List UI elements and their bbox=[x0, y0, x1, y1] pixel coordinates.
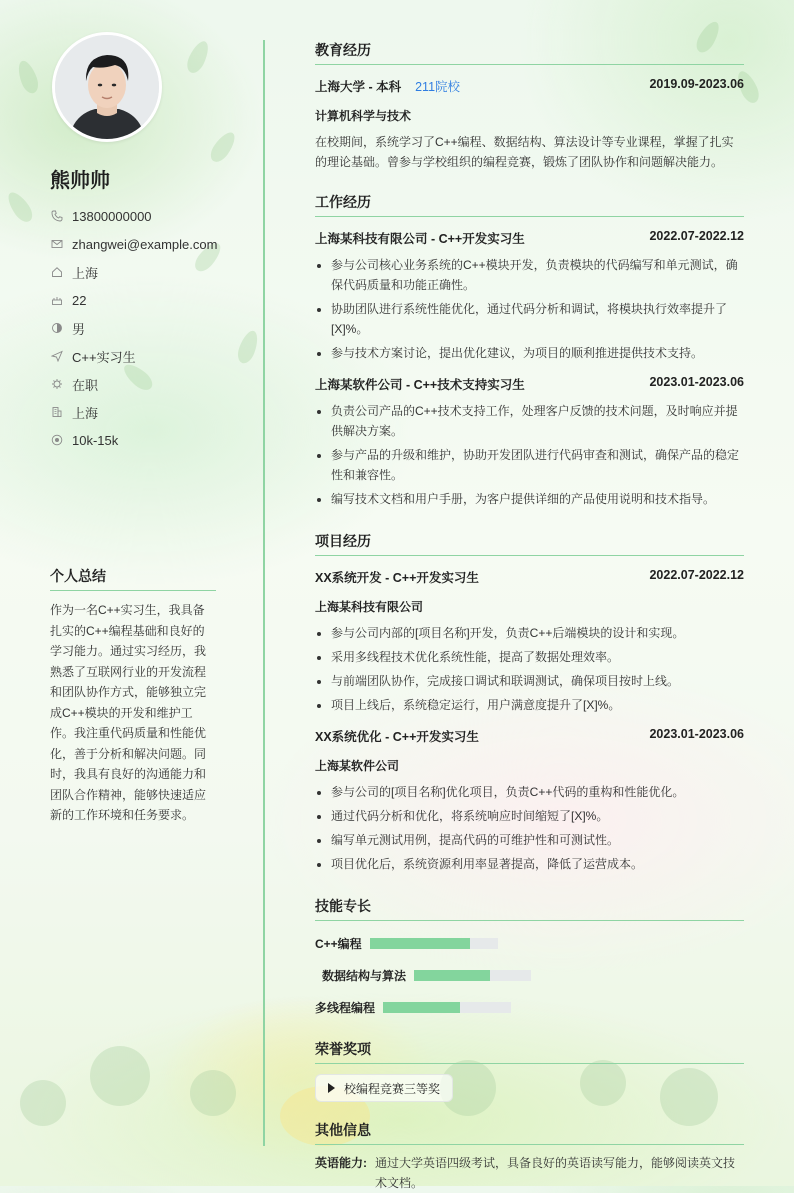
other-text: 通过大学英语四级考试，具备良好的英语读写能力，能够阅读英文技术文档。 bbox=[375, 1156, 736, 1190]
project-org: 上海某软件公司 bbox=[315, 759, 400, 773]
main-content bbox=[315, 40, 744, 1193]
skill-name: C++编程 bbox=[315, 936, 362, 951]
contact-age bbox=[50, 286, 260, 314]
work-period: 2023.01-2023.06 bbox=[649, 375, 744, 389]
skill-bar-fill bbox=[383, 1002, 460, 1013]
contact-salary bbox=[50, 426, 260, 454]
contact-status-value: 在职 bbox=[72, 377, 99, 393]
building-icon bbox=[50, 405, 64, 419]
skill-item bbox=[315, 927, 529, 959]
phone-icon bbox=[50, 209, 64, 223]
honor-item[interactable] bbox=[315, 1074, 453, 1102]
work-bullet: • 参与产品的升级和维护，协助开发团队进行代码审查和测试，确保产品的稳定性和兼容性。 bbox=[331, 445, 744, 485]
contact-email bbox=[50, 230, 260, 258]
contact-gender-value: 男 bbox=[72, 321, 86, 337]
skill-bar-fill bbox=[370, 938, 470, 949]
summary-title: 个人总结 bbox=[50, 566, 216, 591]
education-school: 上海大学 - 本科 bbox=[315, 80, 402, 94]
contact-gender bbox=[50, 314, 260, 342]
project-org: 上海某科技有限公司 bbox=[315, 600, 424, 614]
work-bullet: • 协助团队进行系统性能优化，通过代码分析和调试，将模块执行效率提升了[X]%。 bbox=[331, 299, 744, 339]
contact-salary-value: 10k-15k bbox=[72, 432, 119, 448]
age-icon bbox=[50, 293, 64, 307]
contact-email-value: zhangwei@example.com bbox=[72, 236, 218, 252]
skills-list bbox=[315, 927, 744, 1023]
work-company: 上海某软件公司 - C++技术支持实习生 bbox=[315, 378, 525, 392]
contact-phone-value: 13800000000 bbox=[72, 208, 152, 224]
honors-section bbox=[315, 1039, 744, 1102]
education-tag: 211院校 bbox=[415, 80, 461, 94]
work-item bbox=[315, 229, 744, 363]
project-bullet: • 参与公司的[项目名称]优化项目，负责C++代码的重构和性能优化。 bbox=[331, 782, 744, 802]
contact-age-value: 22 bbox=[72, 292, 87, 308]
status-icon bbox=[50, 377, 64, 391]
contact-city bbox=[50, 398, 260, 426]
contact-status bbox=[50, 370, 260, 398]
education-head bbox=[315, 77, 744, 95]
skill-item bbox=[322, 959, 536, 991]
project-bullet: • 参与公司内部的[项目名称]开发，负责C++后端模块的设计和实现。 bbox=[331, 623, 744, 643]
work-bullet: • 编写技术文档和用户手册，为客户提供详细的产品使用说明和技术指导。 bbox=[331, 489, 744, 509]
gender-icon bbox=[50, 321, 64, 335]
skills-title: 技能专长 bbox=[315, 896, 744, 921]
work-bullet: • 参与公司核心业务系统的C++模块开发，负责模块的代码编写和单元测试，确保代码质量和功能正确性。 bbox=[331, 255, 744, 295]
project-bullet: • 项目上线后，系统稳定运行，用户满意度提升了[X]%。 bbox=[331, 695, 744, 715]
project-name: XX系统优化 - C++开发实习生 bbox=[315, 730, 479, 744]
contact-phone bbox=[50, 202, 260, 230]
project-item bbox=[315, 727, 744, 874]
work-bullet: • 参与技术方案讨论，提出优化建议，为项目的顺利推进提供技术支持。 bbox=[331, 343, 744, 363]
skill-item bbox=[315, 991, 529, 1023]
work-head bbox=[315, 375, 744, 393]
project-period: 2023.01-2023.06 bbox=[649, 727, 744, 741]
education-period: 2019.09-2023.06 bbox=[649, 77, 744, 91]
job-icon bbox=[50, 349, 64, 363]
education-title: 教育经历 bbox=[315, 40, 744, 65]
other-label: 英语能力: bbox=[315, 1156, 367, 1170]
project-bullet: • 编写单元测试用例，提高代码的可维护性和可测试性。 bbox=[331, 830, 744, 850]
education-major: 计算机科学与技术 bbox=[315, 109, 412, 123]
avatar-portrait-icon bbox=[55, 35, 159, 139]
skill-name: 多线程编程 bbox=[315, 1000, 376, 1015]
skills-section bbox=[315, 896, 744, 1023]
sidebar bbox=[0, 0, 264, 1186]
salary-icon bbox=[50, 433, 64, 447]
project-period: 2022.07-2022.12 bbox=[649, 568, 744, 582]
triangle-right-icon bbox=[328, 1083, 335, 1093]
honor-label: 校编程竞赛三等奖 bbox=[344, 1081, 441, 1096]
project-head bbox=[315, 727, 744, 745]
skill-bar-fill bbox=[414, 970, 490, 981]
contact-job-value: C++实习生 bbox=[72, 349, 136, 365]
other-title: 其他信息 bbox=[315, 1120, 744, 1145]
column-divider bbox=[263, 40, 265, 1146]
honors-title: 荣誉奖项 bbox=[315, 1039, 744, 1064]
other-section bbox=[315, 1120, 744, 1193]
work-period: 2022.07-2022.12 bbox=[649, 229, 744, 243]
work-head bbox=[315, 229, 744, 247]
project-bullets bbox=[315, 623, 744, 715]
project-bullet: • 与前端团队协作，完成接口调试和联调测试，确保项目按时上线。 bbox=[331, 671, 744, 691]
skill-bar bbox=[414, 970, 531, 981]
project-head bbox=[315, 568, 744, 586]
work-bullet: • 负责公司产品的C++技术支持工作，处理客户反馈的技术问题，及时响应并提供解决方案。 bbox=[331, 401, 744, 441]
summary-text: 作为一名C++实习生，我具备扎实的C++编程基础和良好的学习能力。通过实习经历，我熟悉了互联网行业的开发流程和团队协作方式，能够独立完成C++模块的开发和维护工作。我注重代码质量和性能优化，善于分析和解决问题。同时，我具有良好的沟通能力和团队合作精神，能够快速适应新的工作环境和任务要求。 bbox=[50, 603, 207, 822]
work-bullets bbox=[315, 401, 744, 509]
avatar bbox=[52, 32, 162, 142]
candidate-name: 熊帅帅 bbox=[50, 170, 110, 192]
work-item bbox=[315, 375, 744, 509]
work-title: 工作经历 bbox=[315, 192, 744, 217]
email-icon bbox=[50, 237, 64, 251]
project-name: XX系统开发 - C++开发实习生 bbox=[315, 571, 479, 585]
contact-job bbox=[50, 342, 260, 370]
education-desc: 在校期间，系统学习了C++编程、数据结构、算法设计等专业课程，掌握了扎实的理论基础。曾参与学校组织的编程竞赛，锻炼了团队协作和问题解决能力。 bbox=[315, 135, 734, 169]
skill-name: 数据结构与算法 bbox=[322, 968, 407, 983]
contact-home bbox=[50, 258, 260, 286]
project-bullets bbox=[315, 782, 744, 874]
work-bullets bbox=[315, 255, 744, 363]
project-item bbox=[315, 568, 744, 715]
work-section bbox=[315, 192, 744, 509]
other-row bbox=[315, 1153, 744, 1193]
projects-section bbox=[315, 531, 744, 874]
contact-home-value: 上海 bbox=[72, 265, 99, 281]
skill-bar bbox=[383, 1002, 511, 1013]
work-company: 上海某科技有限公司 - C++开发实习生 bbox=[315, 232, 525, 246]
project-bullet: • 采用多线程技术优化系统性能，提高了数据处理效率。 bbox=[331, 647, 744, 667]
contact-list bbox=[50, 202, 260, 454]
education-section bbox=[315, 40, 744, 172]
contact-city-value: 上海 bbox=[72, 405, 99, 421]
home-icon bbox=[50, 265, 64, 279]
skill-bar bbox=[370, 938, 498, 949]
education-school-wrap bbox=[315, 77, 460, 95]
projects-title: 项目经历 bbox=[315, 531, 744, 556]
project-bullet: • 项目优化后，系统资源利用率显著提高，降低了运营成本。 bbox=[331, 854, 744, 874]
project-bullet: • 通过代码分析和优化，将系统响应时间缩短了[X]%。 bbox=[331, 806, 744, 826]
